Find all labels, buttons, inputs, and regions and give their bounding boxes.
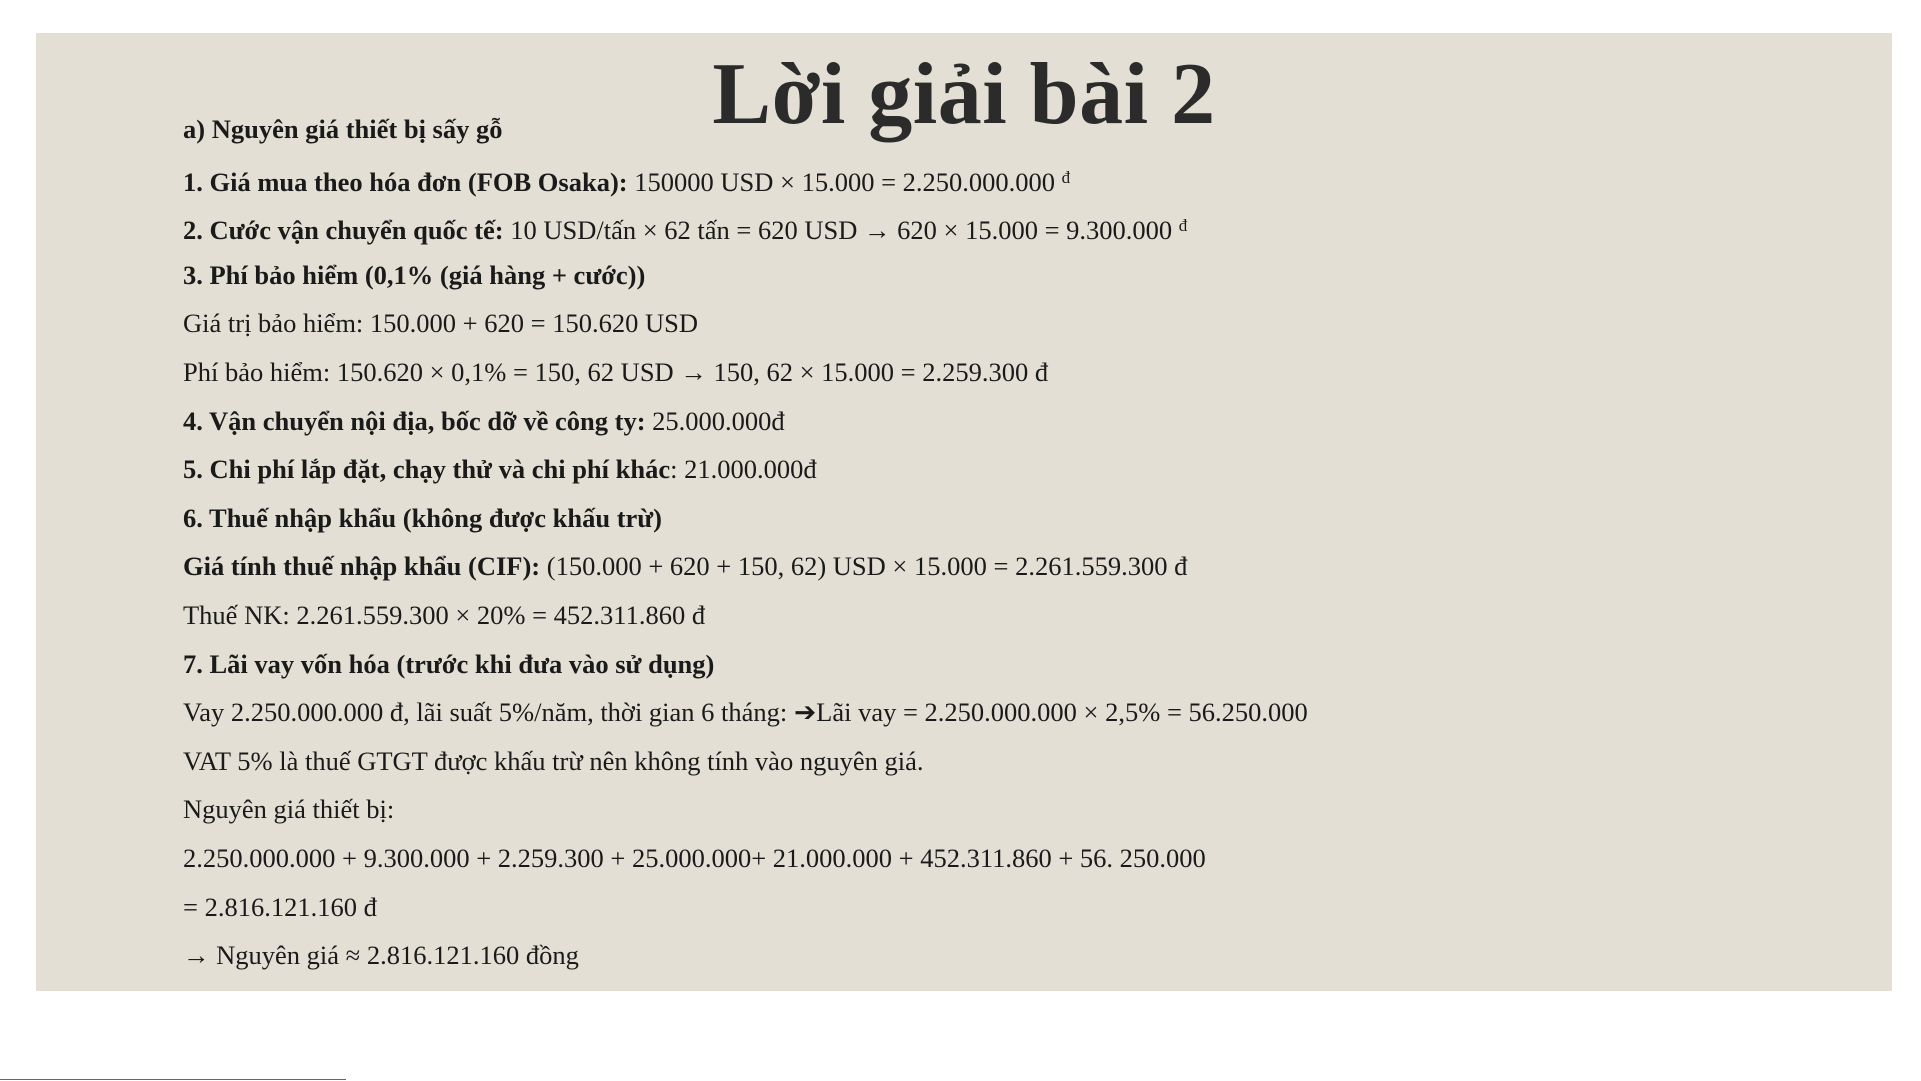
line-text: : 21.000.000đ: [670, 454, 817, 485]
line-text: Giá trị bảo hiểm: 150.000 + 620 = 150.620 USD: [183, 308, 698, 339]
line-text: Vay 2.250.000.000 đ, lãi suất 5%/năm, thời gian 6 tháng:: [183, 697, 794, 728]
line-bold: 1. Giá mua theo hóa đơn (FOB Osaka):: [183, 166, 628, 197]
item-5-installation: [183, 445, 1783, 494]
line-bold: 6. Thuế nhập khẩu (không được khấu trừ): [183, 502, 663, 533]
footer-divider: [0, 1079, 346, 1080]
cost-conclusion: [183, 931, 1783, 980]
arrow-icon: ➔: [793, 697, 817, 728]
line-bold: Giá tính thuế nhập khẩu (CIF):: [183, 551, 541, 582]
slide-title: Lời giải bài 2: [712, 46, 1216, 143]
line-text: 150000 USD × 15.000 = 2.250.000.000: [627, 166, 1062, 197]
item-7-capitalized-interest: [183, 640, 1783, 689]
line-bold: 5. Chi phí lắp đặt, chạy thử và chi phí khác: [183, 454, 671, 485]
item-6-import-tax: [183, 494, 1783, 543]
line-text: 25.000.000đ: [645, 405, 785, 436]
line-bold: 2. Cước vận chuyển quốc tế:: [183, 215, 504, 246]
line-bold: 4. Vận chuyển nội địa, bốc dỡ về công ty:: [183, 405, 646, 436]
cif-value: [183, 542, 1783, 591]
currency-suffix: đ: [1178, 216, 1188, 236]
line-bold: 7. Lãi vay vốn hóa (trước khi đưa vào sử dụng): [183, 648, 715, 679]
line-text: = 2.816.121.160 đ: [183, 891, 377, 922]
item-1-purchase-price: [183, 154, 1783, 203]
line-text: Phí bảo hiểm: 150.620 × 0,1% = 150, 62 USD → 150, 62 × 15.000 = 2.259.300 đ: [183, 356, 1049, 387]
currency-suffix: đ: [1061, 167, 1071, 187]
solution-content: [183, 105, 1783, 980]
item-2-freight: [183, 202, 1783, 251]
vat-note: [183, 737, 1783, 786]
item-3-insurance: [183, 251, 1783, 300]
item-4-domestic-transport: [183, 397, 1783, 446]
line-text: Nguyên giá thiết bị:: [183, 794, 395, 825]
line-bold: a) Nguyên giá thiết bị sấy gỗ: [183, 114, 503, 144]
line-text: Thuế NK: 2.261.559.300 × 20% = 452.311.860 đ: [183, 599, 706, 630]
insurance-fee: [183, 348, 1783, 397]
line-text: Lãi vay = 2.250.000.000 × 2,5% = 56.250.000: [816, 697, 1308, 728]
loan-interest: [183, 688, 1783, 737]
line-text: → Nguyên giá ≈ 2.816.121.160 đồng: [183, 940, 579, 971]
insurance-value: [183, 299, 1783, 348]
line-text: 2.250.000.000 + 9.300.000 + 2.259.300 + 25.000.000+ 21.000.000 + 452.311.860 + 56. 250.000: [183, 842, 1206, 873]
line-text: VAT 5% là thuế GTGT được khấu trừ nên không tính vào nguyên giá.: [183, 745, 924, 776]
cost-label: [183, 785, 1783, 834]
cost-sum: [183, 834, 1783, 883]
import-tax-amount: [183, 591, 1783, 640]
line-text: 10 USD/tấn × 62 tấn = 620 USD → 620 × 15.000 = 9.300.000: [503, 215, 1179, 246]
line-text: (150.000 + 620 + 150, 62) USD × 15.000 = 2.261.559.300 đ: [540, 551, 1188, 582]
cost-total: [183, 883, 1783, 932]
section-heading-a: [183, 105, 1783, 154]
slide: [36, 33, 1892, 991]
line-bold: 3. Phí bảo hiểm (0,1% (giá hàng + cước)): [183, 259, 646, 290]
